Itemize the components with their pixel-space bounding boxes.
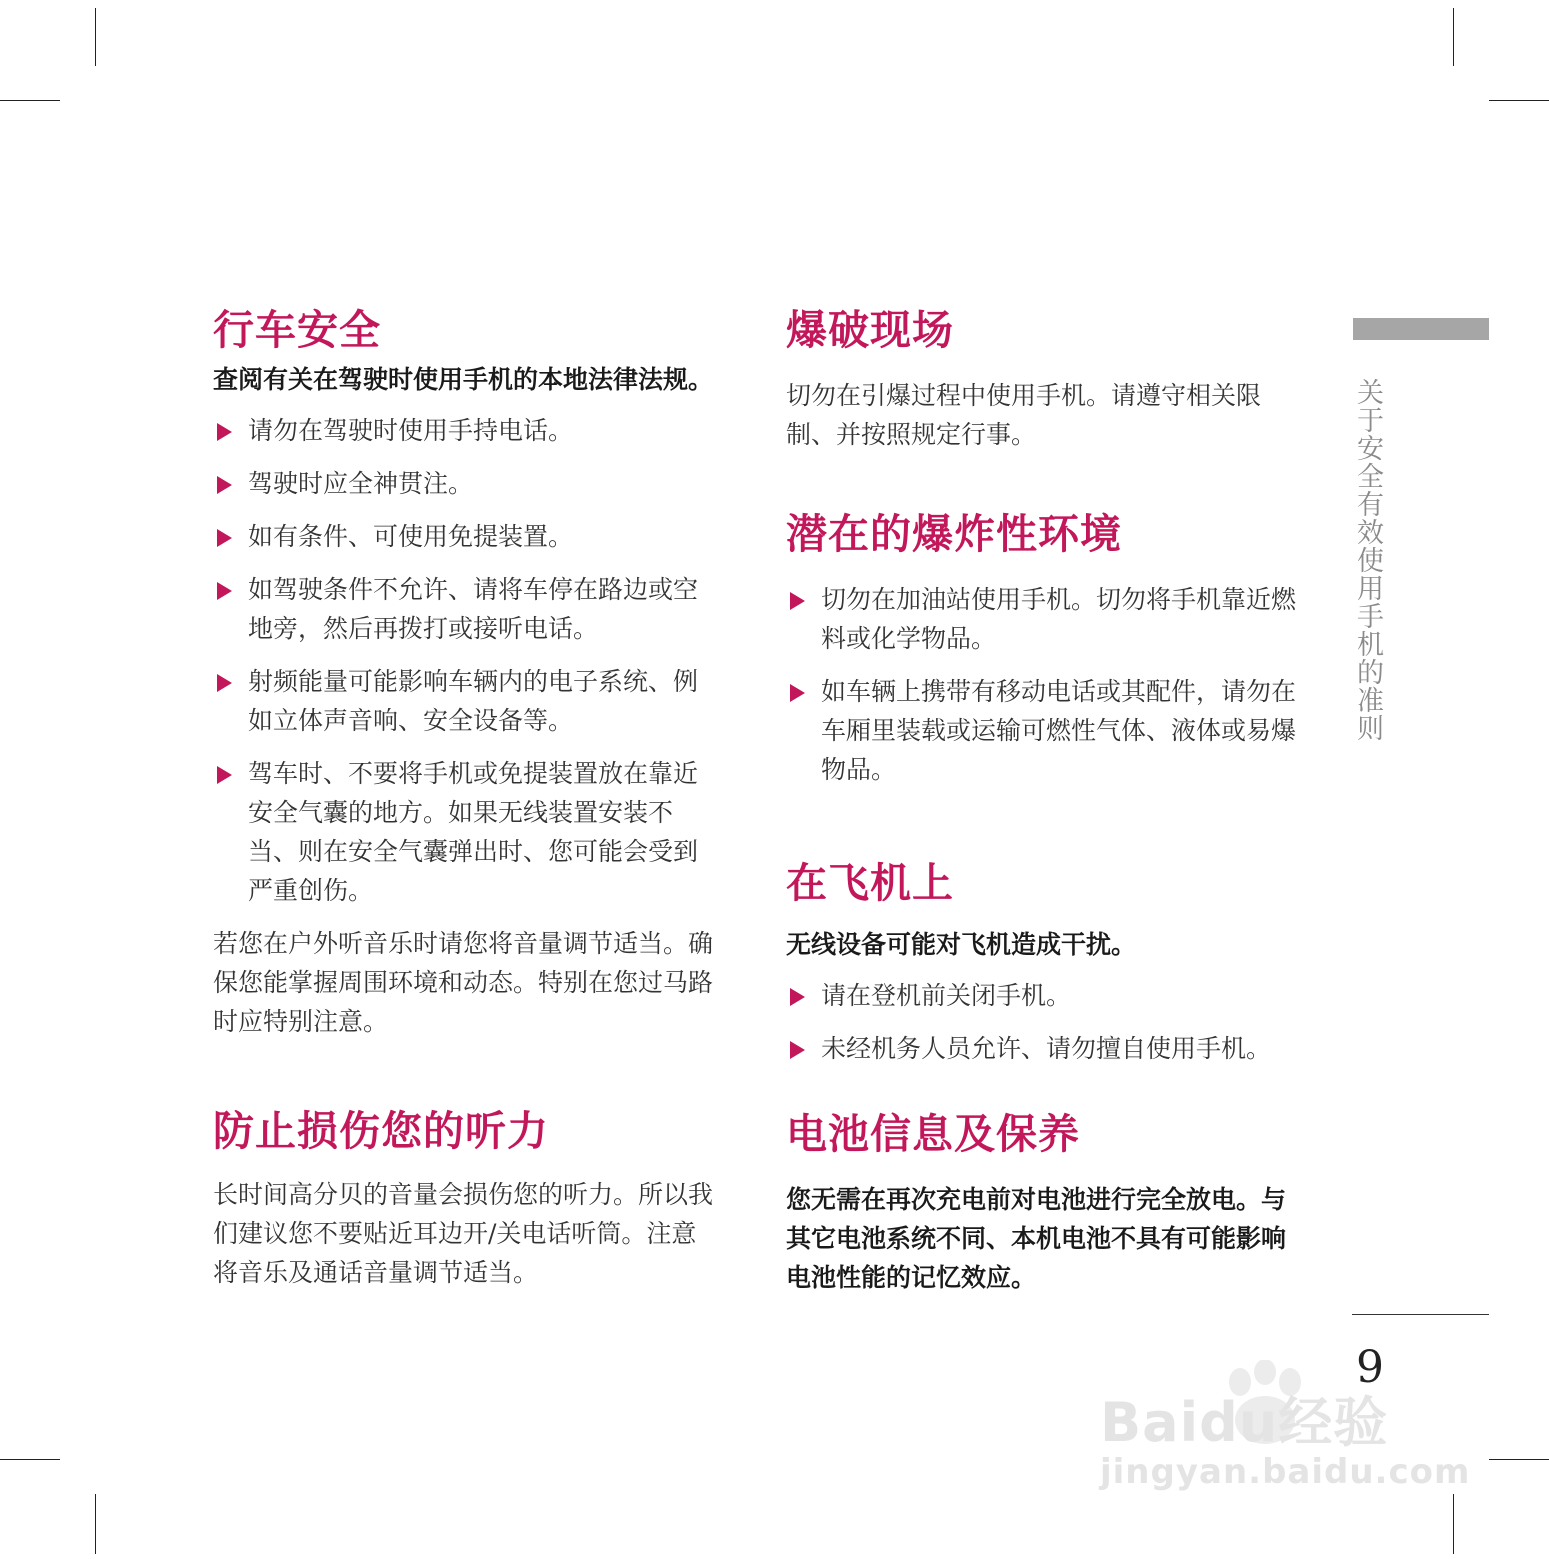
side-tab-bar (1353, 318, 1489, 340)
section-lead: 无线设备可能对飞机造成干扰。 (786, 930, 1137, 959)
watermark-url: jingyan.baidu.com (1100, 1452, 1471, 1492)
list-item: 切勿在加油站使用手机。切勿将手机靠近燃料或化学物品。 (786, 580, 1301, 658)
section-blasting-area (786, 300, 1301, 454)
triangle-bullet-icon (217, 423, 232, 441)
list-item: 如车辆上携带有移动电话或其配件，请勿在车厢里装载或运输可燃性气体、液体或易爆物品。 (786, 672, 1301, 789)
triangle-bullet-icon (790, 592, 805, 610)
watermark-logo: Baidu经验 (1100, 1391, 1389, 1454)
triangle-bullet-icon (790, 988, 805, 1006)
section-lead: 查阅有关在驾驶时使用手机的本地法律法规。 (213, 365, 714, 394)
crop-mark (1489, 1459, 1549, 1460)
triangle-bullet-icon (217, 529, 232, 547)
list-item: 如有条件、可使用免提装置。 (213, 517, 718, 556)
list-item: 驾车时、不要将手机或免提装置放在靠近安全气囊的地方。如果无线装置安装不当、则在安全气囊弹出时、您可能会受到严重创伤。 (213, 754, 718, 910)
list-item: 射频能量可能影响车辆内的电子系统、例如立体声音响、安全设备等。 (213, 662, 718, 740)
bullet-list (213, 411, 718, 910)
list-item: 驾驶时应全神贯注。 (213, 464, 718, 503)
crop-mark (1489, 100, 1549, 101)
section-title: 爆破现场 (786, 306, 954, 354)
section-hearing-protection (213, 1101, 718, 1292)
page-number-rule (1352, 1314, 1489, 1315)
section-on-aircraft (786, 853, 1301, 1068)
page-number: 9 (1356, 1342, 1384, 1393)
section-title: 行车安全 (213, 306, 381, 354)
crop-mark (1453, 8, 1454, 66)
crop-mark (0, 1459, 60, 1460)
right-column (786, 300, 1301, 1297)
crop-mark (95, 8, 96, 66)
section-battery-care (786, 1104, 1301, 1297)
list-item: 请勿在驾驶时使用手持电话。 (213, 411, 718, 450)
triangle-bullet-icon (790, 684, 805, 702)
section-paragraph: 若您在户外听音乐时请您将音量调节适当。确保您能掌握周围环境和动态。特别在您过马路时应特别注意。 (213, 929, 714, 1036)
bullet-list (786, 580, 1301, 789)
triangle-bullet-icon (217, 766, 232, 784)
crop-mark (95, 1494, 96, 1554)
side-tab-label: 关于安全有效使用手机的准则 (1352, 378, 1383, 742)
section-paragraph: 长时间高分贝的音量会损伤您的听力。所以我们建议您不要贴近耳边开/关电话听筒。注意将音乐及通话音量调节适当。 (213, 1180, 714, 1287)
triangle-bullet-icon (217, 476, 232, 494)
section-paragraph: 切勿在引爆过程中使用手机。请遵守相关限制、并按照规定行事。 (786, 381, 1262, 449)
section-lead: 您无需在再次充电前对电池进行完全放电。与其它电池系统不同、本机电池不具有可能影响电池性能的记忆效应。 (786, 1185, 1287, 1292)
list-item: 如驾驶条件不允许、请将车停在路边或空地旁，然后再拨打或接听电话。 (213, 570, 718, 648)
bullet-list (786, 976, 1301, 1068)
list-item: 未经机务人员允许、请勿擅自使用手机。 (786, 1029, 1301, 1068)
section-title: 电池信息及保养 (786, 1110, 1080, 1158)
section-explosive-environment (786, 504, 1301, 789)
triangle-bullet-icon (790, 1041, 805, 1059)
section-driving-safety (213, 300, 718, 1041)
section-title: 防止损伤您的听力 (213, 1107, 549, 1155)
baidu-watermark (1100, 1360, 1471, 1500)
section-title: 在飞机上 (786, 859, 954, 907)
section-title: 潜在的爆炸性环境 (786, 510, 1122, 558)
crop-mark (1453, 1494, 1454, 1554)
triangle-bullet-icon (217, 674, 232, 692)
list-item: 请在登机前关闭手机。 (786, 976, 1301, 1015)
triangle-bullet-icon (217, 582, 232, 600)
left-column (213, 300, 718, 1292)
crop-mark (0, 100, 60, 101)
